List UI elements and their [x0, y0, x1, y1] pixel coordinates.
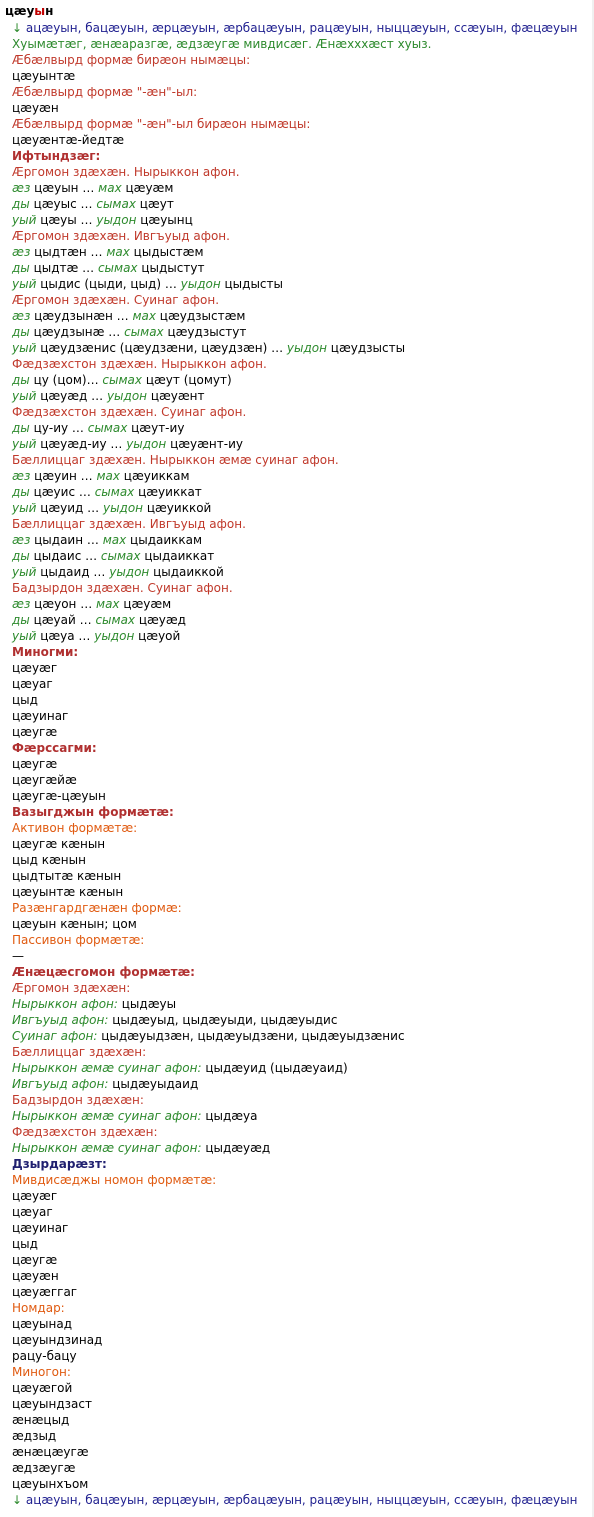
form-plural: цæуой — [134, 629, 181, 643]
section-heading: Дзырдарæзт: — [12, 1157, 107, 1171]
pronoun-singular: уый — [12, 389, 37, 403]
pronoun-plural: уыдон — [109, 565, 150, 579]
subsection-label: Активон формæтæ: — [12, 821, 138, 835]
form-plural: цæут-иу — [127, 421, 185, 435]
conjugation-row — [12, 532, 202, 548]
word-form: цæуæгой — [12, 1381, 73, 1395]
word-form: æнæцыд — [12, 1413, 70, 1427]
section-heading: Вазыгджын формæтæ: — [12, 805, 174, 819]
form-singular: цу-иу … — [29, 421, 88, 435]
form-singular: цыдис (цыди, цыд) … — [36, 277, 181, 291]
conjugation-row — [12, 196, 174, 212]
subsection-label: Æбæлвырд формæ "-æн"-ыл бирæон нымæцы: — [12, 117, 311, 131]
conjugation-row — [12, 276, 283, 292]
word-form: цыдтытæ кæнын — [12, 869, 122, 883]
form-singular: цу (цом)… — [29, 373, 103, 387]
form-plural: цæудзыстæм — [155, 309, 246, 323]
title-pre: цæу — [5, 4, 35, 18]
form-singular: цæуин … — [30, 469, 97, 483]
form-singular: цæуын … — [30, 181, 99, 195]
impersonal-row — [12, 1076, 198, 1092]
pronoun-singular: ды — [12, 421, 30, 435]
form-plural: цæудзыстут — [163, 325, 247, 339]
pronoun-plural: сымах — [97, 261, 138, 275]
word-form: цæуæнтæ-йедтæ — [12, 133, 125, 147]
pronoun-singular: æз — [12, 245, 31, 259]
title-post: н — [45, 4, 54, 18]
pronoun-singular: ды — [12, 197, 30, 211]
subsection-label: Æргомон здæхæн. Суинаг афон. — [12, 293, 220, 307]
word-form: цæуындзинад — [12, 1333, 103, 1347]
subsection-label: Фæдзæхстон здæхæн. Суинаг афон. — [12, 405, 247, 419]
form-plural: цыдаиккат — [140, 549, 215, 563]
conjugation-row — [12, 564, 224, 580]
tense-label: Суинаг афон: — [12, 1029, 98, 1043]
section-heading: Ифтындзæг: — [12, 149, 101, 163]
pronoun-plural: сымах — [94, 485, 135, 499]
pronoun-singular: ды — [12, 325, 30, 339]
subsection-label: Бадзырдон здæхæн. Суинаг афон. — [12, 581, 233, 595]
word-form: цæуæн — [12, 1269, 59, 1283]
word-form: æдзæугæ — [12, 1461, 76, 1475]
form-plural: цæуæнт — [147, 389, 205, 403]
form-plural: цæуынц — [136, 213, 193, 227]
impersonal-row — [12, 1028, 405, 1044]
pronoun-plural: уыдон — [126, 437, 167, 451]
form-singular: цæуыс … — [29, 197, 97, 211]
form-plural: цæуæм — [119, 597, 172, 611]
word-form: æнæцæугæ — [12, 1445, 89, 1459]
word-form: цæуынтæ — [12, 69, 76, 83]
tense-forms: цыдæуыдаид — [108, 1077, 199, 1091]
pronoun-singular: æз — [12, 533, 31, 547]
tense-forms: цыдæуыдзæн, цыдæуыдзæни, цыдæуыдзæнис — [97, 1029, 405, 1043]
word-form: цæуæггаг — [12, 1285, 78, 1299]
form-singular: цæуис … — [29, 485, 95, 499]
section-heading: Фæрссагми: — [12, 741, 97, 755]
subsection-label: Номдар: — [12, 1301, 65, 1315]
impersonal-row — [12, 1140, 270, 1156]
section-heading: Æнæцæсгомон формæтæ: — [12, 965, 195, 979]
word-form: цыд — [12, 693, 38, 707]
tense-forms: цыдæуыд, цыдæуыди, цыдæуыдис — [108, 1013, 338, 1027]
conjugation-row — [12, 324, 246, 340]
pronoun-singular: æз — [12, 469, 31, 483]
pronoun-plural: сымах — [95, 613, 136, 627]
pronoun-singular: ды — [12, 261, 30, 275]
conjugation-row — [12, 420, 184, 436]
tense-label: Нырыккон æмæ суинаг афон: — [12, 1109, 202, 1123]
pronoun-plural: сымах — [102, 373, 143, 387]
subsection-label: Æргомон здæхæн. Нырыккон афон. — [12, 165, 240, 179]
tense-forms: цыдæуы — [117, 997, 177, 1011]
pronoun-plural: уыдон — [180, 277, 221, 291]
down-arrow-icon: ↓ — [12, 21, 23, 35]
word-form: цæугæ — [12, 1253, 58, 1267]
form-singular: цæуа … — [36, 629, 95, 643]
pronoun-plural: сымах — [96, 197, 136, 211]
form-singular: цыдтæн … — [30, 245, 107, 259]
form-singular: цæудзæнис (цæудзæни, цæудзæн) … — [36, 341, 287, 355]
related-verbs-bottom — [12, 1492, 577, 1508]
form-plural: цæуæм — [121, 181, 174, 195]
related-verbs-links[interactable]: ацæуын, бацæуын, æрцæуын, æрбацæуын, рацæуын, ныццæуын, ссæуын, фæцæуын — [25, 21, 578, 35]
form-plural: цæут (цомут) — [142, 373, 232, 387]
impersonal-row — [12, 1012, 337, 1028]
related-verbs-top — [12, 20, 577, 36]
form-plural: цыдаиккой — [149, 565, 224, 579]
word-form: цæуаг — [12, 1205, 53, 1219]
pronoun-plural: уыдон — [102, 501, 144, 515]
form-plural: цæуæнт-иу — [166, 437, 243, 451]
conjugation-row — [12, 388, 205, 404]
subsection-label: Пассивон формæтæ: — [12, 933, 145, 947]
pronoun-plural: уыдон — [94, 629, 135, 643]
form-singular: цыдаид … — [36, 565, 110, 579]
word-form: рацу-бацу — [12, 1349, 77, 1363]
subsection-label: Разæнгардгæнæн формæ: — [12, 901, 182, 915]
pronoun-singular: уый — [12, 437, 37, 451]
subsection-label: Фæдзæхстон здæхæн. Нырыккон афон. — [12, 357, 267, 371]
pronoun-plural: сымах — [100, 549, 141, 563]
down-arrow-icon: ↓ — [12, 1493, 23, 1507]
pronoun-singular: ды — [12, 485, 30, 499]
word-form: цæугæ — [12, 757, 58, 771]
word-form: цæугæ — [12, 725, 58, 739]
title-stress-letter: ы — [34, 4, 46, 18]
word-form: цæуаг — [12, 677, 53, 691]
pronoun-singular: ды — [12, 549, 30, 563]
impersonal-row — [12, 996, 176, 1012]
conjugation-row — [12, 244, 204, 260]
subsection-label: Бадзырдон здæхæн: — [12, 1093, 144, 1107]
form-plural: цыдыстут — [137, 261, 205, 275]
word-form: цæуын кæнын; цом — [12, 917, 137, 931]
pronoun-plural: уыдон — [106, 389, 148, 403]
conjugation-row — [12, 596, 171, 612]
word-form: цæуæг — [12, 1189, 58, 1203]
word-form: æдзыд — [12, 1429, 57, 1443]
subsection-label: Æргомон здæхæн: — [12, 981, 131, 995]
conjugation-row — [12, 372, 232, 388]
pronoun-singular: уый — [12, 341, 37, 355]
tense-label: Ивгъуыд афон: — [12, 1077, 109, 1091]
impersonal-row — [12, 1060, 348, 1076]
word-form: цæуынхъом — [12, 1477, 89, 1491]
tense-label: Нырыккон афон: — [12, 997, 118, 1011]
pronoun-plural: сымах — [87, 421, 128, 435]
pronoun-singular: уый — [12, 213, 37, 227]
form-singular: цæуид … — [36, 501, 103, 515]
word-form: цæугæ-цæуын — [12, 789, 106, 803]
conjugation-row — [12, 628, 180, 644]
word-form: цæугæйæ — [12, 773, 77, 787]
conjugation-row — [12, 500, 211, 516]
word-form: цæуæг — [12, 661, 58, 675]
entry-title — [5, 3, 53, 19]
subsection-label: Хуымæтæг, æнæаразгæ, æдзæугæ мивдисæг. Æнæхххæст хуыз. — [12, 37, 432, 51]
form-singular: цæуы … — [36, 213, 97, 227]
impersonal-row — [12, 1108, 258, 1124]
form-plural: цæуæд — [135, 613, 186, 627]
pronoun-plural: мах — [96, 597, 120, 611]
word-form: цæугæ кæнын — [12, 837, 106, 851]
word-form: цæуынтæ кæнын — [12, 885, 124, 899]
section-heading: Миногми: — [12, 645, 79, 659]
word-form: цæуинаг — [12, 709, 69, 723]
pronoun-singular: æз — [12, 309, 31, 323]
subsection-label: Бæллиццаг здæхæн. Нырыккон æмæ суинаг афон. — [12, 453, 339, 467]
pronoun-plural: мах — [96, 469, 120, 483]
form-plural: цæуиккат — [134, 485, 202, 499]
word-form: цæуындзаст — [12, 1397, 92, 1411]
form-singular: цæудзынæ … — [29, 325, 125, 339]
tense-forms: цыдæуид (цыдæуаид) — [201, 1061, 348, 1075]
related-verbs-links[interactable]: ацæуын, бацæуын, æрцæуын, æрбацæуын, рацæуын, ныццæуын, ссæуын, фæцæуын — [25, 1493, 578, 1507]
word-form: цæуæн — [12, 101, 59, 115]
form-singular: цæуæд … — [36, 389, 107, 403]
form-plural: цæудзысты — [326, 341, 406, 355]
word-form: цыд кæнын — [12, 853, 86, 867]
tense-forms: цыдæуæд — [201, 1141, 271, 1155]
subsection-label: Бæллиццаг здæхæн. Ивгъуыд афон. — [12, 517, 246, 531]
pronoun-plural: мах — [132, 309, 156, 323]
subsection-label: Æбæлвырд формæ "-æн"-ыл: — [12, 85, 198, 99]
form-singular: цыдаис … — [29, 549, 101, 563]
conjugation-row — [12, 308, 245, 324]
pronoun-plural: уыдон — [96, 213, 137, 227]
word-form: цыд — [12, 1237, 38, 1251]
word-form: цæуынад — [12, 1317, 73, 1331]
pronoun-singular: уый — [12, 501, 37, 515]
conjugation-row — [12, 180, 173, 196]
subsection-label: Бæллиццаг здæхæн: — [12, 1045, 147, 1059]
form-singular: цæуай … — [29, 613, 96, 627]
word-form: — — [12, 949, 24, 963]
pronoun-plural: сымах — [124, 325, 164, 339]
conjugation-row — [12, 548, 214, 564]
form-singular: цæуон … — [30, 597, 97, 611]
pronoun-plural: мах — [106, 245, 130, 259]
pronoun-singular: уый — [12, 629, 37, 643]
pronoun-singular: ды — [12, 613, 30, 627]
pronoun-plural: уыдон — [286, 341, 327, 355]
subsection-label: Æбæлвырд формæ бирæон нымæцы: — [12, 53, 251, 67]
conjugation-row — [12, 468, 190, 484]
pronoun-plural: мах — [102, 533, 127, 547]
conjugation-row — [12, 484, 202, 500]
conjugation-row — [12, 212, 193, 228]
subsection-label: Фæдзæхстон здæхæн: — [12, 1125, 158, 1139]
tense-label: Ивгъуыд афон: — [12, 1013, 109, 1027]
pronoun-singular: уый — [12, 565, 37, 579]
subsection-label: Мивдисæджы номон формæтæ: — [12, 1173, 217, 1187]
form-singular: цыдаин … — [30, 533, 103, 547]
word-form: цæуинаг — [12, 1221, 69, 1235]
pronoun-singular: ды — [12, 373, 30, 387]
subsection-label: Миногон: — [12, 1365, 71, 1379]
tense-label: Нырыккон æмæ суинаг афон: — [12, 1141, 202, 1155]
pronoun-singular: æз — [12, 597, 31, 611]
pronoun-singular: æз — [12, 181, 31, 195]
form-plural: цыдаиккам — [126, 533, 203, 547]
subsection-label: Æргомон здæхæн. Ивгъуыд афон. — [12, 229, 230, 243]
conjugation-row — [12, 612, 186, 628]
form-singular: цыдтæ … — [29, 261, 98, 275]
conjugation-row — [12, 260, 204, 276]
tense-label: Нырыккон æмæ суинаг афон: — [12, 1061, 202, 1075]
conjugation-row — [12, 340, 405, 356]
form-plural: цæуиккой — [143, 501, 212, 515]
pronoun-plural: мах — [98, 181, 122, 195]
conjugation-row — [12, 436, 243, 452]
form-plural: цыдыстæм — [129, 245, 204, 259]
form-plural: цыдысты — [220, 277, 283, 291]
form-singular: цæудзынæн … — [30, 309, 133, 323]
pronoun-singular: уый — [12, 277, 37, 291]
form-singular: цæуæд-иу … — [36, 437, 127, 451]
form-plural: цæут — [135, 197, 174, 211]
form-plural: цæуиккам — [119, 469, 190, 483]
tense-forms: цыдæуа — [201, 1109, 258, 1123]
